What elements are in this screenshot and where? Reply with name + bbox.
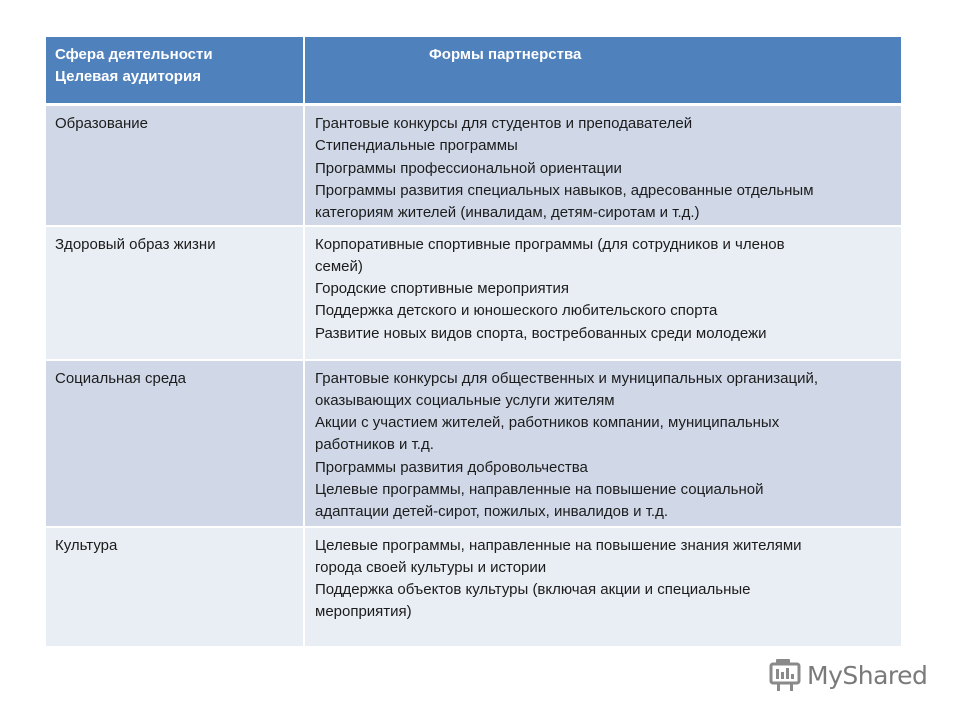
form-line: Корпоративные спортивные программы (для сотрудников и членов <box>315 235 785 253</box>
header-line: Формы партнерства <box>429 46 582 63</box>
form-line: адаптации детей-сирот, пожилых, инвалидов и т.д. <box>315 503 668 521</box>
header-line: Целевая аудитория <box>55 68 201 86</box>
form-line: Стипендиальные программы <box>315 137 518 155</box>
form-line: Поддержка объектов культуры (включая акции и специальные <box>315 581 751 599</box>
form-line: категориям жителей (инвалидам, детям-сиротам и т.д.) <box>315 204 700 222</box>
form-line: Городские спортивные мероприятия <box>315 280 569 298</box>
category-cell: Культура <box>46 527 304 647</box>
category-cell: Социальная среда <box>46 360 304 527</box>
table-row <box>46 105 901 226</box>
header-activity-sphere <box>46 37 304 105</box>
myshared-watermark <box>768 656 927 694</box>
form-line: Программы профессиональной ориентации <box>315 159 622 177</box>
table-row <box>46 226 901 360</box>
form-line: работников и т.д. <box>315 436 434 454</box>
form-line: Целевые программы, направленные на повышение социальной <box>315 480 764 498</box>
watermark-text: MyShared <box>807 660 928 690</box>
header-line: Сфера деятельности <box>55 46 213 63</box>
forms-cell <box>304 226 901 360</box>
form-line: Поддержка детского и юношеского любительского спорта <box>315 302 718 320</box>
form-line: Грантовые конкурсы для общественных и муниципальных организаций, <box>315 369 819 387</box>
forms-cell <box>304 527 901 647</box>
table-row <box>46 527 901 647</box>
form-line: Грантовые конкурсы для студентов и преподавателей <box>315 115 693 132</box>
category-cell: Здоровый образ жизни <box>46 226 304 360</box>
forms-cell <box>304 360 901 527</box>
form-line: семей) <box>315 257 363 275</box>
partnership-table <box>46 37 901 648</box>
form-line: Программы развития специальных навыков, адресованные отдельным <box>315 181 814 199</box>
presentation-board-icon <box>768 657 804 693</box>
header-partnership-forms <box>304 37 901 105</box>
forms-cell <box>304 105 901 226</box>
table-header-row <box>46 37 901 105</box>
form-line: мероприятия) <box>315 603 412 621</box>
category-cell: Образование <box>46 105 304 226</box>
form-line: Акции с участием жителей, работников компании, муниципальных <box>315 414 780 432</box>
form-line: Развитие новых видов спорта, востребованных среди молодежи <box>315 324 767 342</box>
form-line: города своей культуры и истории <box>315 558 547 576</box>
form-line: Целевые программы, направленные на повышение знания жителями <box>315 536 802 554</box>
form-line: оказывающих социальные услуги жителям <box>315 391 615 409</box>
table-row <box>46 360 901 527</box>
form-line: Программы развития добровольчества <box>315 458 588 476</box>
